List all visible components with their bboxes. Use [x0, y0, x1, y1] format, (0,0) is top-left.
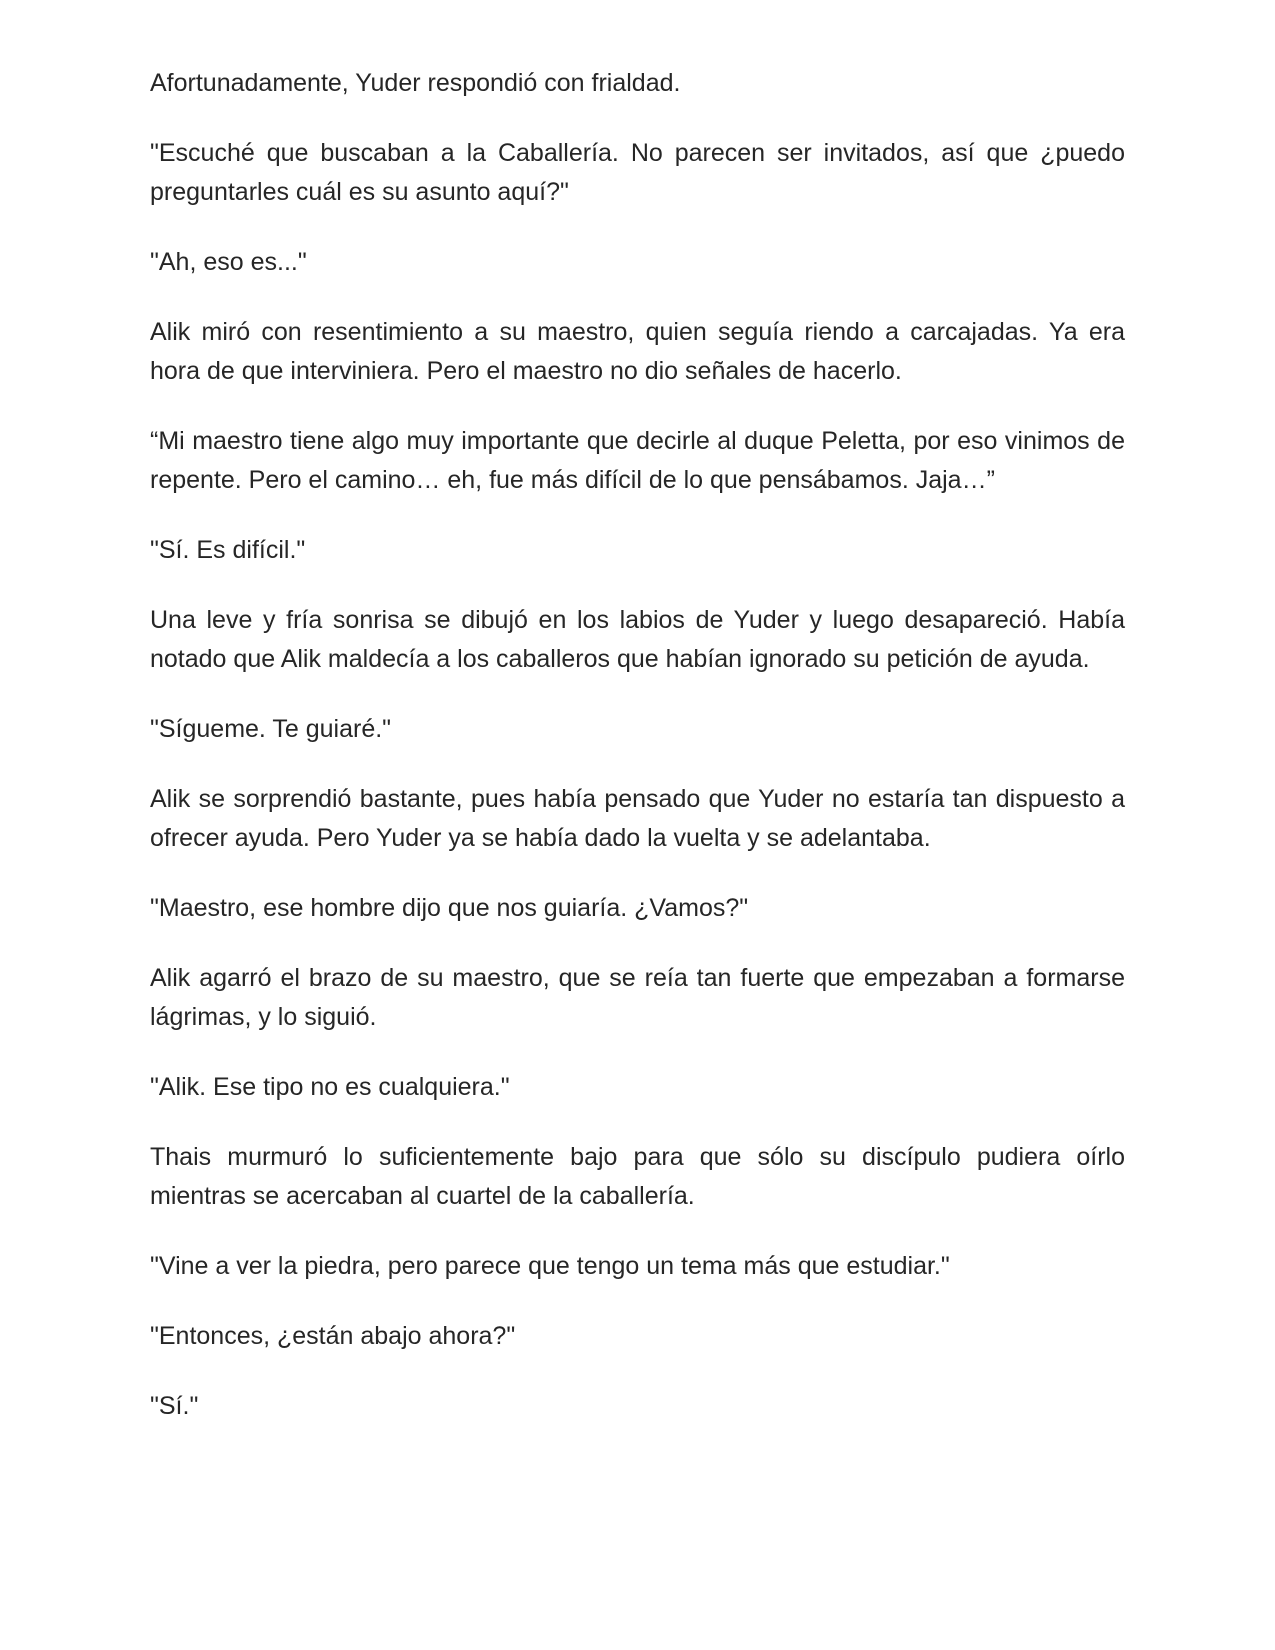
paragraph: Afortunadamente, Yuder respondió con frialdad. [150, 69, 681, 97]
paragraph: Alik se sorprendió bastante, pues había pensado que Yuder no estaría tan dispuesto a ofrecer ayuda. Pero Yuder ya se había dado la vuelta y se adelantaba. [150, 785, 1125, 852]
paragraph: "Escuché que buscaban a la Caballería. No parecen ser invitados, así que ¿puedo preguntarles cuál es su asunto aquí?" [150, 139, 1125, 206]
paragraph: Alik agarró el brazo de su maestro, que se reía tan fuerte que empezaban a formarse lágrimas, y lo siguió. [150, 964, 1125, 1031]
paragraph: "Sí. Es difícil." [150, 536, 306, 564]
paragraph: Thais murmuró lo suficientemente bajo para que sólo su discípulo pudiera oírlo mientras se acercaban al cuartel de la caballería. [150, 1143, 1125, 1210]
document-page [150, 64, 1125, 1457]
paragraph: "Entonces, ¿están abajo ahora?" [150, 1322, 516, 1350]
paragraph: “Mi maestro tiene algo muy importante que decirle al duque Peletta, por eso vinimos de repente. Pero el camino… eh, fue más difícil de lo que pensábamos. Jaja…” [150, 427, 1125, 494]
paragraph: "Maestro, ese hombre dijo que nos guiaría. ¿Vamos?" [150, 894, 749, 922]
paragraph: "Sí." [150, 1392, 199, 1420]
paragraph: "Vine a ver la piedra, pero parece que tengo un tema más que estudiar." [150, 1252, 950, 1280]
paragraph: "Sígueme. Te guiaré." [150, 715, 392, 743]
paragraph: "Ah, eso es..." [150, 248, 307, 276]
paragraph: Alik miró con resentimiento a su maestro, quien seguía riendo a carcajadas. Ya era hora de que interviniera. Pero el maestro no dio señales de hacerlo. [150, 318, 1125, 385]
paragraph: Una leve y fría sonrisa se dibujó en los labios de Yuder y luego desapareció. Había notado que Alik maldecía a los caballeros que habían ignorado su petición de ayuda. [150, 606, 1125, 673]
paragraph: "Alik. Ese tipo no es cualquiera." [150, 1073, 510, 1101]
